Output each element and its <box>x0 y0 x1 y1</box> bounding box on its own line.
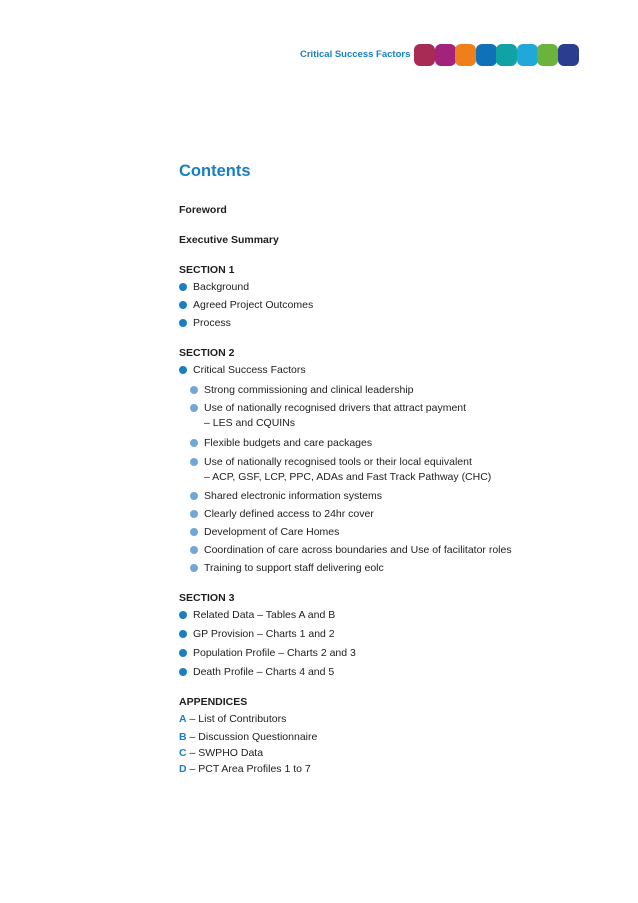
list-item <box>179 298 599 312</box>
appendix-label: – Discussion Questionnaire <box>189 731 318 743</box>
list-item-label: Flexible budgets and care packages <box>204 437 373 449</box>
color-swatch <box>414 44 435 66</box>
list-item-label: GP Provision – Charts 1 and 2 <box>193 628 335 640</box>
sub-list-item <box>179 543 599 557</box>
bullet-icon <box>190 510 198 518</box>
list-item-label: Critical Success Factors <box>193 364 306 376</box>
section-heading: APPENDICES <box>179 696 248 708</box>
list-item <box>179 665 599 679</box>
list-item-continuation: – ACP, GSF, LCP, PPC, ADAs and Fast Track Pathway (CHC) <box>204 471 492 483</box>
sub-list-item <box>179 383 599 397</box>
appendix-letter: D <box>179 763 187 775</box>
sub-list-item <box>179 489 599 503</box>
bullet-icon <box>190 528 198 536</box>
appendix-item <box>179 712 599 726</box>
section-heading: SECTION 3 <box>179 592 235 604</box>
list-item <box>179 280 599 294</box>
color-swatch <box>476 44 497 66</box>
list-item <box>179 363 599 377</box>
table-of-contents <box>179 160 599 776</box>
appendix-letter: A <box>179 713 187 725</box>
sub-list-item <box>179 561 599 575</box>
list-item-label: Related Data – Tables A and B <box>193 609 336 621</box>
list-item <box>179 646 599 660</box>
page-title: Contents <box>179 162 251 180</box>
list-item-label: Population Profile – Charts 2 and 3 <box>193 647 356 659</box>
list-item-continuation: – LES and CQUINs <box>204 417 296 429</box>
list-item-label: Shared electronic information systems <box>204 490 382 502</box>
bullet-icon <box>190 439 198 447</box>
sub-list-item <box>179 507 599 521</box>
list-item-label: Clearly defined access to 24hr cover <box>204 508 374 520</box>
bullet-icon <box>179 283 187 291</box>
list-item-label: Death Profile – Charts 4 and 5 <box>193 666 335 678</box>
section-heading: SECTION 1 <box>179 264 235 276</box>
list-item <box>179 608 599 622</box>
bullet-icon <box>190 386 198 394</box>
sub-list-item <box>179 525 599 539</box>
bullet-icon <box>179 366 187 374</box>
color-swatch <box>455 44 476 66</box>
bullet-icon <box>179 319 187 327</box>
color-swatch <box>537 44 558 66</box>
appendix-item <box>179 730 599 744</box>
appendix-item <box>179 746 599 760</box>
list-item <box>179 627 599 641</box>
appendix-label: – List of Contributors <box>189 713 287 725</box>
list-item-label: Coordination of care across boundaries and Use of facilitator roles <box>204 544 512 556</box>
color-swatch <box>558 44 579 66</box>
toc-foreword: Foreword <box>179 204 227 216</box>
sub-list-item <box>179 436 599 450</box>
list-item-label: Development of Care Homes <box>204 526 340 538</box>
bullet-icon <box>190 492 198 500</box>
list-item <box>179 316 599 330</box>
toc-executive-summary: Executive Summary <box>179 234 279 246</box>
list-item-label: Agreed Project Outcomes <box>193 299 314 311</box>
bullet-icon <box>179 301 187 309</box>
bullet-icon <box>190 458 198 466</box>
header-title: Critical Success Factors <box>300 49 411 60</box>
sub-list-item <box>179 401 599 415</box>
appendix-label: – SWPHO Data <box>189 747 264 759</box>
list-item-label: Training to support staff delivering eolc <box>204 562 384 574</box>
color-swatch <box>517 44 538 66</box>
color-swatch <box>496 44 517 66</box>
bullet-icon <box>179 649 187 657</box>
bullet-icon <box>179 630 187 638</box>
bullet-icon <box>179 668 187 676</box>
bullet-icon <box>190 404 198 412</box>
sub-list-item <box>179 455 599 469</box>
appendix-letter: C <box>179 747 187 759</box>
bullet-icon <box>179 611 187 619</box>
list-item-label: Strong commissioning and clinical leadership <box>204 384 414 396</box>
list-item-label: Use of nationally recognised tools or their local equivalent <box>204 456 472 468</box>
section-heading: SECTION 2 <box>179 347 235 359</box>
bullet-icon <box>190 546 198 554</box>
appendix-item <box>179 762 599 776</box>
color-swatch <box>435 44 456 66</box>
list-item-label: Background <box>193 281 250 293</box>
bullet-icon <box>190 564 198 572</box>
appendix-letter: B <box>179 731 187 743</box>
list-item-label: Process <box>193 317 231 329</box>
appendix-label: – PCT Area Profiles 1 to 7 <box>189 763 311 775</box>
list-item-label: Use of nationally recognised drivers that attract payment <box>204 402 467 414</box>
